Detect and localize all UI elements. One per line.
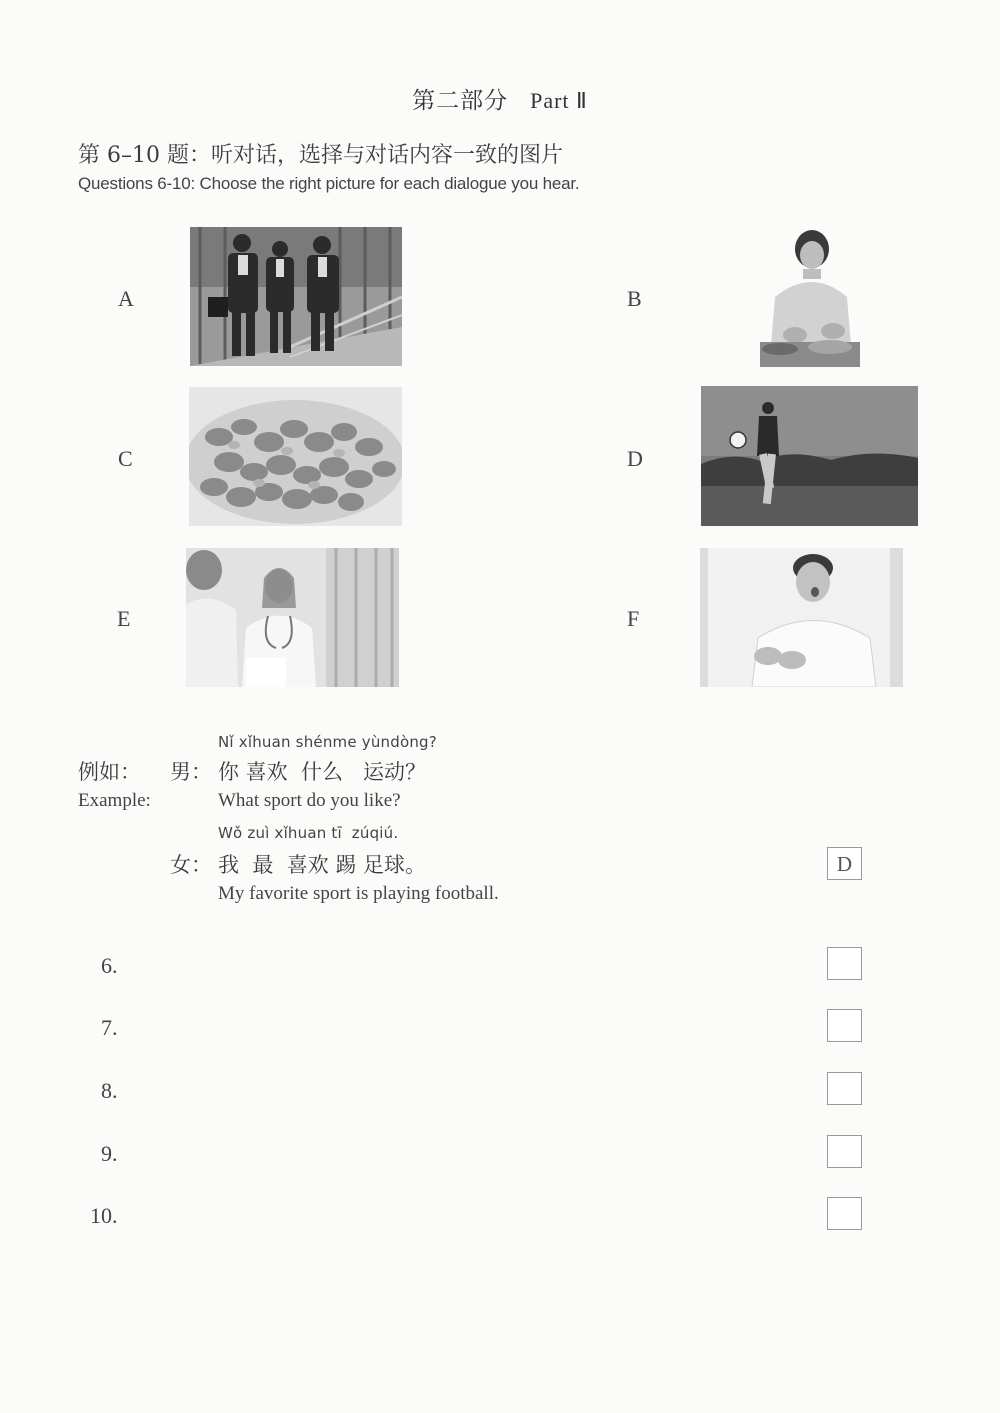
answer-box-9[interactable]	[827, 1135, 862, 1168]
example-woman-pinyin: Wǒ zuì xǐhuan tī zúqiú.	[218, 824, 399, 842]
woman-playing-football-photo	[701, 386, 918, 526]
fried-chicken-dish-photo	[189, 387, 402, 526]
question-number-9: 9.	[101, 1141, 118, 1166]
part-title-zh: 第二部分	[412, 88, 509, 114]
picture-letter-f: F	[627, 606, 640, 631]
example-label-en: Example:	[78, 790, 151, 811]
page-title	[0, 82, 1000, 115]
example-man-zh: 你 喜欢 什么 运动？	[218, 760, 427, 784]
example-woman-en: My favorite sport is playing football.	[218, 883, 499, 904]
example-man-pinyin: Nǐ xǐhuan shénme yùndòng?	[218, 733, 437, 751]
question-number-10: 10.	[90, 1203, 118, 1228]
answer-box-8[interactable]	[827, 1072, 862, 1105]
example-woman-zh: 我 最 喜欢 踢 足球。	[218, 853, 427, 877]
woman-cooking-photo	[755, 227, 860, 367]
picture-letter-a: A	[118, 286, 134, 311]
instructions-en: Questions 6-10: Choose the right picture for each dialogue you hear.	[78, 174, 580, 193]
answer-box-7[interactable]	[827, 1009, 862, 1042]
example-man-speaker: 男：	[170, 760, 212, 784]
answer-box-6[interactable]	[827, 947, 862, 980]
instructions-zh: 第 6–10 题：听对话，选择与对话内容一致的图片	[78, 143, 563, 168]
question-number-7: 7.	[101, 1015, 118, 1040]
example-woman-speaker: 女：	[170, 853, 212, 877]
surprised-man-photo	[700, 548, 903, 687]
question-number-8: 8.	[101, 1078, 118, 1103]
picture-letter-e: E	[117, 606, 131, 631]
question-number-6: 6.	[101, 953, 118, 978]
example-answer-box: D	[827, 847, 862, 880]
picture-letter-c: C	[118, 446, 133, 471]
example-label-zh: 例如：	[78, 760, 141, 784]
part-title-en: Part Ⅱ	[530, 88, 588, 113]
business-people-walking-photo	[190, 227, 402, 366]
example-man-en: What sport do you like?	[218, 790, 401, 811]
doctor-with-patient-photo	[186, 548, 399, 687]
answer-box-10[interactable]	[827, 1197, 862, 1230]
picture-letter-d: D	[627, 446, 643, 471]
picture-letter-b: B	[627, 286, 642, 311]
